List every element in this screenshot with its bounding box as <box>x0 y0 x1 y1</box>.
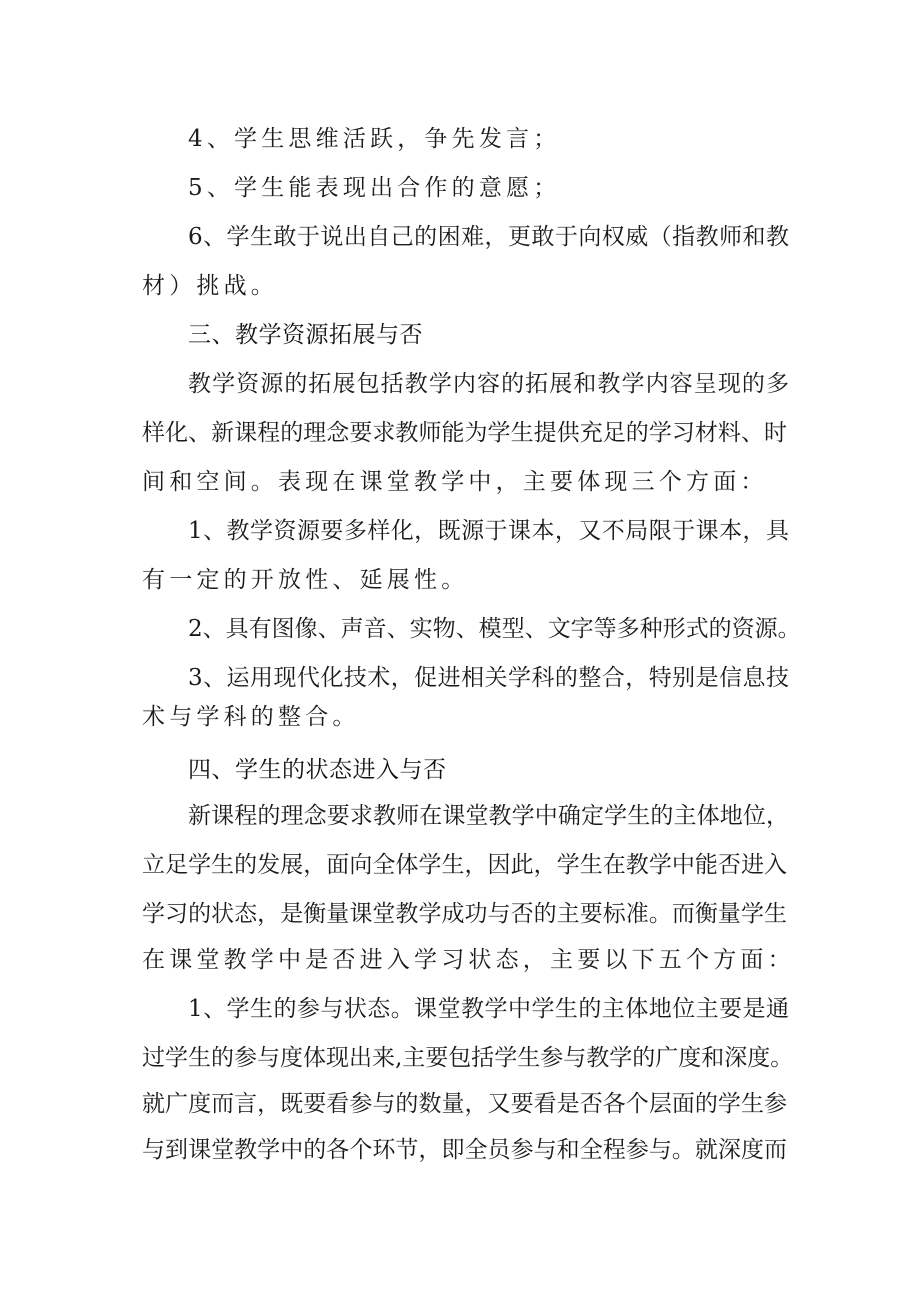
body-line: 间和空间。表现在课堂教学中，主要体现三个方面： <box>142 469 768 495</box>
list-item-line: 5、学生能表现出合作的意愿； <box>188 175 561 201</box>
list-item-line: 术与学科的整合。 <box>142 704 360 730</box>
body-line: 教学资源的拓展包括教学内容的拓展和教学内容呈现的多 <box>188 371 789 397</box>
list-item-line: 4、学生思维活跃，争先发言； <box>188 126 561 152</box>
body-line: 在课堂教学中是否进入学习状态，主要以下五个方面： <box>142 947 795 973</box>
list-item-line: 1、教学资源要多样化，既源于课本，又不局限于课本，具 <box>188 518 789 544</box>
list-item-line: 过学生的参与度体现出来,主要包括学生参与教学的广度和深度。 <box>142 1045 794 1071</box>
body-line: 立足学生的发展，面向全体学生，因此，学生在教学中能否进入 <box>142 852 787 878</box>
section-heading: 三、教学资源拓展与否 <box>188 322 423 348</box>
body-line: 样化、新课程的理念要求教师能为学生提供充足的学习材料、时 <box>142 420 787 446</box>
list-item-line: 3、运用现代化技术，促进相关学科的整合，特别是信息技 <box>188 665 789 691</box>
list-item-line: 1、学生的参与状态。课堂教学中学生的主体地位主要是通 <box>188 996 789 1022</box>
body-line: 学习的状态，是衡量课堂教学成功与否的主要标准。而衡量学生 <box>142 901 787 927</box>
list-item-line: 6、学生敢于说出自己的困难，更敢于向权威（指教师和教 <box>188 224 789 250</box>
list-item-line: 与到课堂教学中的各个环节，即全员参与和全程参与。就深度而 <box>142 1137 787 1163</box>
body-line: 新课程的理念要求教师在课堂教学中确定学生的主体地位， <box>188 803 789 829</box>
list-item-line: 2、具有图像、声音、实物、模型、文字等多种形式的资源。 <box>188 616 801 642</box>
list-item-line: 有一定的开放性、延展性。 <box>142 567 469 593</box>
list-item-line: 材）挑战。 <box>142 273 278 299</box>
list-item-line: 就广度而言，既要看参与的数量，又要看是否各个层面的学生参 <box>142 1091 787 1117</box>
section-heading: 四、学生的状态进入与否 <box>188 757 447 783</box>
